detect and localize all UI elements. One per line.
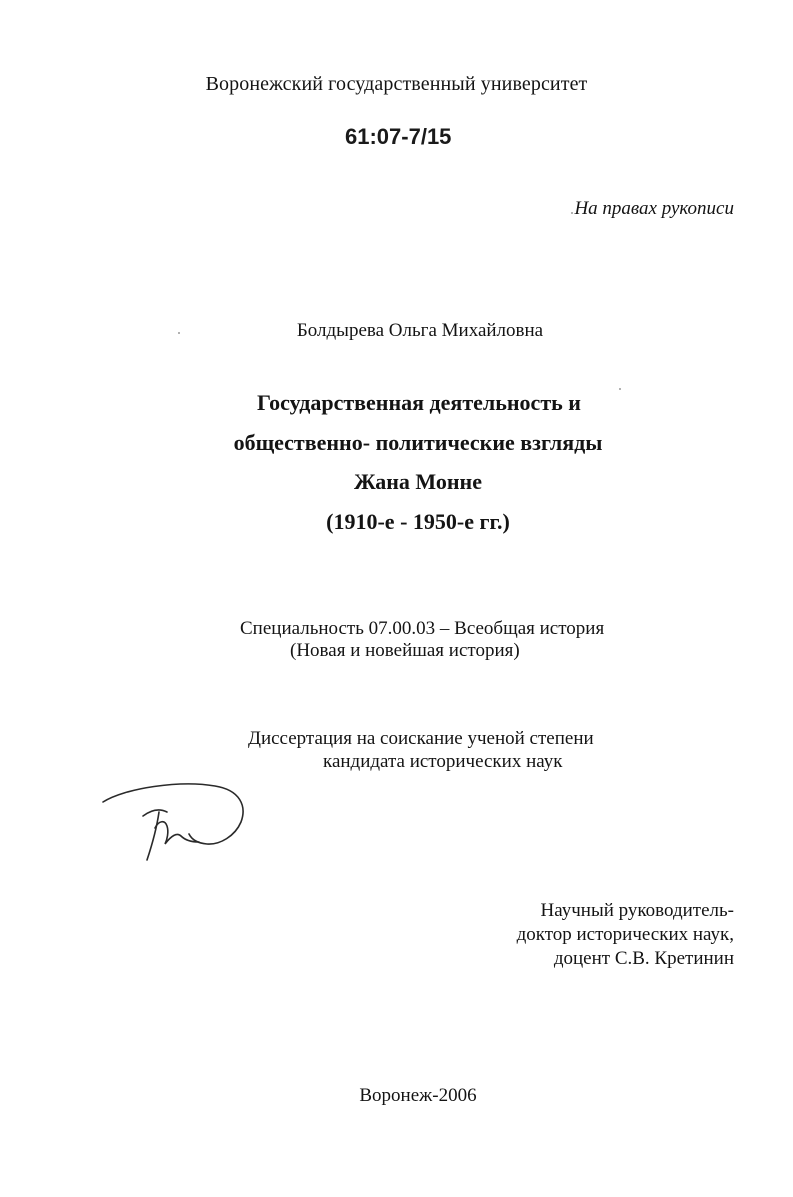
scan-speck <box>619 388 621 390</box>
dissertation-title-line-3: Жана Монне <box>354 469 482 494</box>
specialty-subfield: (Новая и новейшая история) <box>290 640 520 661</box>
supervisor-degree: доктор исторических наук, <box>516 924 734 945</box>
degree-name: кандидата исторических наук <box>323 751 563 772</box>
author-name: Болдырева Ольга Михайловна <box>296 320 544 341</box>
dissertation-title-line-4: (1910-е - 1950-е гг.) <box>326 509 510 534</box>
degree-statement: Диссертация на соискание ученой степени <box>248 728 594 749</box>
dissertation-title-line-1: Государственная деятельность и <box>257 390 581 415</box>
scan-speck <box>178 332 180 334</box>
place-and-year: Воронеж-2006 <box>359 1085 477 1106</box>
scan-speck <box>571 212 573 214</box>
supervisor-role: Научный руководитель- <box>540 900 734 921</box>
dissertation-title-line-2: общественно- политические взгляды <box>233 430 603 455</box>
institution-name: Воронежский государственный университет <box>205 73 588 95</box>
rights-notice: На правах рукописи <box>574 198 734 219</box>
catalog-code: 61:07-7/15 <box>345 124 452 149</box>
specialty-code: Специальность 07.00.03 – Всеобщая история <box>240 618 605 639</box>
handwritten-signature-icon <box>95 770 255 870</box>
supervisor-name: доцент С.В. Кретинин <box>553 948 734 969</box>
